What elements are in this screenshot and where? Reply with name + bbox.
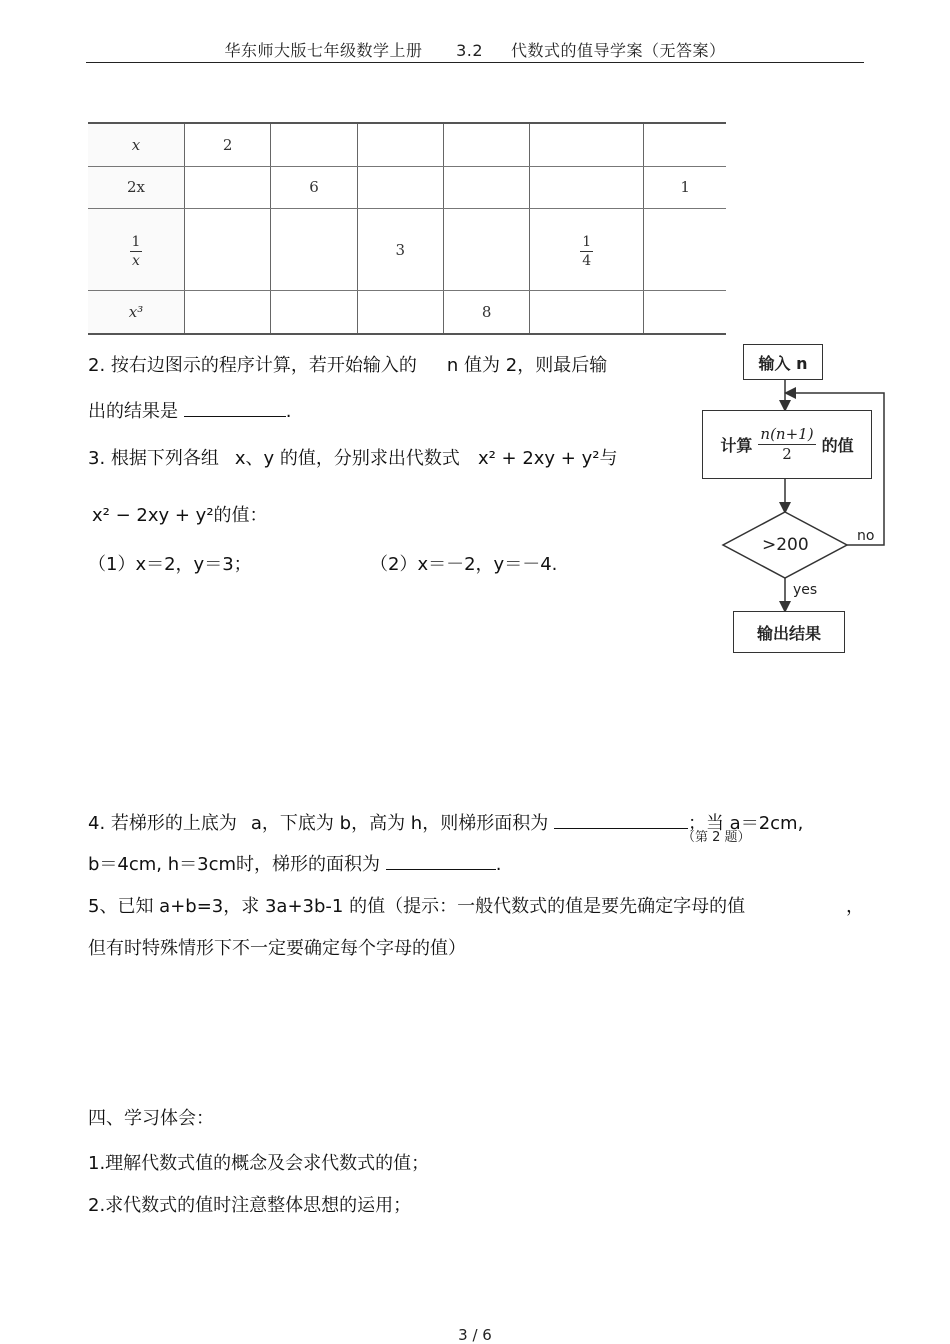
compute-fraction: $\frac{n(n+1)}{2}$ (760, 425, 814, 463)
row-label-reciprocal (88, 208, 185, 290)
expression-1: x² + 2xy + y² (477, 448, 600, 469)
table-cell (185, 291, 271, 334)
header-subtitle: 代数式的值导学案（无答案） (510, 41, 726, 60)
q4-line2: b＝4cm, h＝3cm时，梯形的面积为 . (88, 854, 502, 875)
header-section: 3.2 (456, 41, 484, 60)
table-cell (530, 166, 644, 208)
table-row (88, 123, 726, 166)
summary-heading: 四、学习体会： (88, 1108, 214, 1129)
table-cell (271, 208, 357, 290)
table-cell: $\frac{1}{4}$ (530, 208, 644, 290)
table-cell (644, 123, 726, 166)
fraction-label: $\frac{1}{x}$ (131, 233, 141, 269)
table-cell (644, 208, 726, 290)
q3-line1: 3. 根据下列各组 x、y 的值，分别求出代数式 x² + 2xy + y²与 (88, 448, 618, 469)
q3-case-1: （1）x＝2，y＝3； (88, 554, 252, 575)
row-label-x: x (88, 123, 185, 166)
yes-label: yes (793, 582, 818, 598)
table-cell (357, 291, 443, 334)
value-table-wrapper (88, 122, 726, 335)
q3-line2: x² − 2xy + y²的值： (92, 505, 268, 526)
q3-case-2: （2）x＝－2，y＝－4. (370, 554, 558, 575)
table-cell (530, 123, 644, 166)
q4-area-blank[interactable] (554, 812, 688, 829)
q5-line2: 但有时特殊情形下不一定要确定每个字母的值） (88, 938, 466, 959)
q4-value-blank[interactable] (386, 853, 496, 870)
table-cell (644, 291, 726, 334)
table-cell: 1 (644, 166, 726, 208)
table-cell (357, 166, 443, 208)
table-cell (185, 166, 271, 208)
q4-line1: 4. 若梯形的上底为 a，下底为 b，高为 h，则梯形面积为 ；当 a＝2cm, (88, 813, 804, 834)
table-row (88, 166, 726, 208)
expression-2: x² − 2xy + y² (92, 505, 214, 526)
value-table (88, 122, 726, 335)
q2-answer-blank[interactable] (184, 400, 286, 417)
q5-line1-tail: ， (846, 896, 864, 917)
q5-line1: 5、已知 a+b=3，求 3a+3b-1 的值（提示：一般代数式的值是要先确定字母的值 (88, 896, 746, 917)
table-row (88, 208, 726, 290)
page-header (0, 38, 950, 61)
table-cell (271, 291, 357, 334)
flowchart-caption: （第 2 题） (682, 830, 751, 845)
table-cell (530, 291, 644, 334)
table-cell: 6 (271, 166, 357, 208)
flowchart-compute-box: 计算 $\frac{n(n+1)}{2}$ 的值 (702, 410, 872, 479)
table-cell (271, 123, 357, 166)
q2-line2: 出的结果是 . (88, 401, 292, 422)
row-label-2x: 2x (88, 166, 185, 208)
table-row (88, 291, 726, 334)
header-title: 华东师大版七年级数学上册 (224, 41, 423, 60)
q2-line1: 2. 按右边图示的程序计算，若开始输入的 n 值为 2，则最后输 (88, 355, 608, 376)
table-cell (443, 123, 529, 166)
page-number: 3 / 6 (458, 1326, 492, 1344)
flowchart-input-box: 输入 n (743, 344, 823, 380)
table-cell (443, 166, 529, 208)
header-rule (86, 62, 864, 63)
table-cell: 8 (443, 291, 529, 334)
table-cell (357, 123, 443, 166)
flowchart-output-box: 输出结果 (733, 611, 845, 653)
summary-item-2: 2.求代数式的值时注意整体思想的运用； (88, 1195, 412, 1216)
no-label: no (857, 528, 875, 544)
table-cell (185, 208, 271, 290)
table-cell: 3 (357, 208, 443, 290)
table-cell (443, 208, 529, 290)
table-cell: 2 (185, 123, 271, 166)
row-label-x-cubed: x³ (88, 291, 185, 334)
decision-label: >200 (762, 535, 809, 555)
summary-item-1: 1.理解代数式值的概念及会求代数式的值； (88, 1153, 430, 1174)
